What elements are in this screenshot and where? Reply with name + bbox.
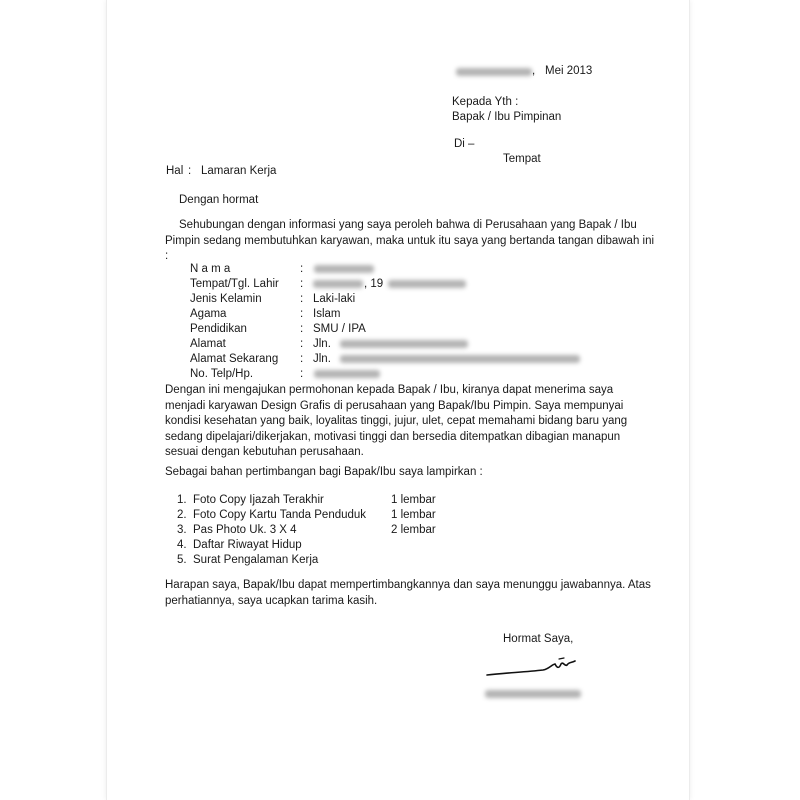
identity-value-address: Jln. (313, 338, 331, 350)
recipient-line-2: Bapak / Ibu Pimpinan (452, 111, 562, 123)
identity-colon: : (300, 323, 304, 335)
identity-colon: : (300, 278, 304, 290)
identity-colon: : (300, 308, 304, 320)
application-paragraph: Dengan ini mengajukan permohonan kepada Bapak / Ibu, kiranya dapat menerima saya menjadi karyawan Design Grafis di perusahaan yang Bapak/Ibu Pimpin. Saya mempunyai kondisi kesehatan yang baik, loyalitas tinggi, jujur, ulet, cepat memahami bidang baru yang sedang dipelajari/dikerjakan, motivasi tinggi dan bersedia ditempatkan dibagian manapun sesuai dengan kebutuhan perusahaan. (165, 384, 628, 458)
sign-off: Hormat Saya, (503, 633, 574, 645)
identity-label-education: Pendidikan (190, 323, 247, 335)
date-month-year: Mei 2013 (545, 65, 593, 77)
redacted-name (314, 265, 374, 273)
attachments-intro: Sebagai bahan pertimbangan bagi Bapak/Ibu saya lampirkan : (165, 466, 483, 478)
identity-colon: : (300, 263, 304, 275)
attachment-number: 5. (177, 554, 187, 566)
signature-image (485, 651, 581, 681)
identity-colon: : (300, 338, 304, 350)
identity-label-address: Alamat (190, 338, 226, 350)
identity-colon: : (300, 368, 304, 380)
identity-colon: : (300, 293, 304, 305)
identity-label-ttl: Tempat/Tgl. Lahir (190, 278, 279, 290)
date-comma: , (532, 65, 536, 77)
identity-label-nama: N a m a (190, 263, 231, 275)
attachment-number: 4. (177, 539, 187, 551)
attachment-number: 2. (177, 509, 187, 521)
redacted-current-address (340, 355, 580, 363)
attachment-number: 1. (177, 494, 187, 506)
identity-label-gender: Jenis Kelamin (190, 293, 262, 305)
attachment-item: Foto Copy Kartu Tanda Penduduk (193, 509, 367, 521)
attachment-qty: 1 lembar (391, 509, 436, 521)
identity-value-religion: Islam (313, 308, 341, 320)
redacted-signer-name (485, 690, 581, 698)
attachment-qty: 1 lembar (391, 494, 436, 506)
identity-value-current-address: Jln. (313, 353, 331, 365)
attachment-item: Foto Copy Ijazah Terakhir (193, 494, 324, 506)
intro-paragraph: Sehubungan dengan informasi yang saya peroleh bahwa di Perusahaan yang Bapak / Ibu Pimpin sedang membutuhkan karyawan, maka untuk itu saya yang bertanda tangan dibawah ini : (165, 219, 655, 262)
identity-label-current-address: Alamat Sekarang (190, 353, 279, 365)
redacted-phone (314, 370, 380, 378)
identity-value-ttl: , 19 (364, 278, 384, 290)
attachment-item: Surat Pengalaman Kerja (193, 554, 319, 566)
redacted-address (340, 340, 468, 348)
identity-value-education: SMU / IPA (313, 323, 366, 335)
identity-label-phone: No. Telp/Hp. (190, 368, 254, 380)
attachment-number: 3. (177, 524, 187, 536)
subject-value: Lamaran Kerja (201, 165, 277, 177)
attachment-qty: 2 lembar (391, 524, 436, 536)
subject-label: Hal (166, 165, 184, 177)
redacted-birthdate (388, 280, 466, 288)
recipient-di: Di – (454, 138, 475, 150)
recipient-line-1: Kepada Yth : (452, 96, 519, 108)
identity-value-gender: Laki-laki (313, 293, 356, 305)
recipient-tempat: Tempat (503, 153, 541, 165)
redacted-birthplace (313, 280, 363, 288)
attachment-item: Pas Photo Uk. 3 X 4 (193, 524, 297, 536)
subject-colon: : (188, 165, 192, 177)
identity-colon: : (300, 353, 304, 365)
closing-paragraph: Harapan saya, Bapak/Ibu dapat mempertimbangkannya dan saya menunggu jawabannya. Atas perhatiannya, saya ucapkan tarima kasih. (165, 579, 651, 607)
salutation: Dengan hormat (179, 194, 259, 206)
identity-label-religion: Agama (190, 308, 227, 320)
redacted-city (456, 68, 532, 76)
attachment-item: Daftar Riwayat Hidup (193, 539, 302, 551)
